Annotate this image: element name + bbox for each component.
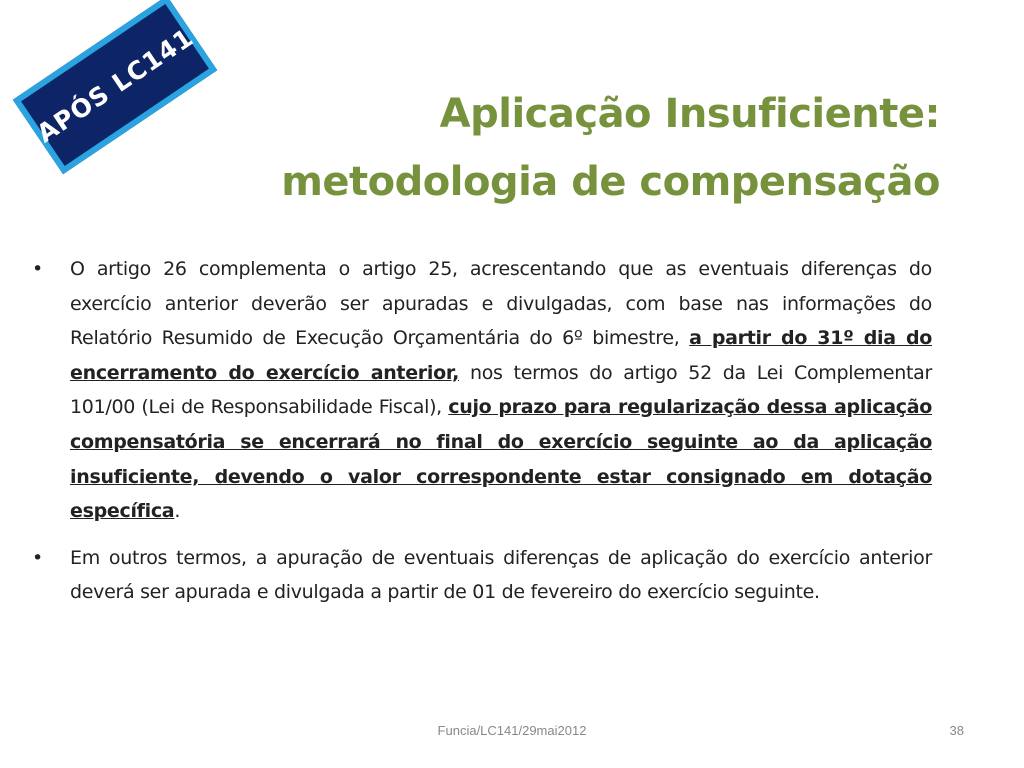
stamp-label: APÓS LC141 <box>31 22 199 148</box>
title-line-1: Aplicação Insuficiente: <box>439 91 940 137</box>
slide-content <box>32 252 932 622</box>
bullet-1-highlight-b: cujo prazo para regularização dessa aplicação compensatória se encerrará no final do exercício seguinte ao da aplicação insuficiente, devendo o valor correspondente estar consignado em dotação específica <box>70 396 932 523</box>
bullet-icon: • <box>32 258 43 280</box>
bullet-item-2 <box>32 541 932 610</box>
apos-lc141-stamp <box>13 0 218 174</box>
bullet-1-highlight-a: a partir do 31º dia do encerramento do exercício anterior, <box>70 327 933 384</box>
bullet-icon: • <box>32 546 43 569</box>
bullet-item-1 <box>32 252 932 529</box>
slide-title <box>200 80 940 216</box>
page-number: 38 <box>949 723 964 738</box>
bullet-2-text: Em outros termos, a apuração de eventuais diferenças de aplicação do exercício anterior deverá ser apurada e divulgada a partir de 01 de fevereiro do exercício seguinte. <box>70 546 932 604</box>
footer-source: Funcia/LC141/29mai2012 <box>437 723 587 738</box>
bullet-1-text-a: O artigo 26 complementa o artigo 25, acrescentando que as eventuais diferenças do exercício anterior deverão ser apuradas e divulgadas, com base nas informações do Relatório Resumido de Execução Orçamentária do 6º bimestre, <box>70 258 932 350</box>
bullet-1-text-c: . <box>174 500 181 523</box>
title-line-2: metodologia de compensação <box>281 159 940 205</box>
bullet-1-text-b: nos termos do artigo 52 da Lei Complementar 101/00 (Lei de Responsabilidade Fiscal), <box>70 361 932 419</box>
